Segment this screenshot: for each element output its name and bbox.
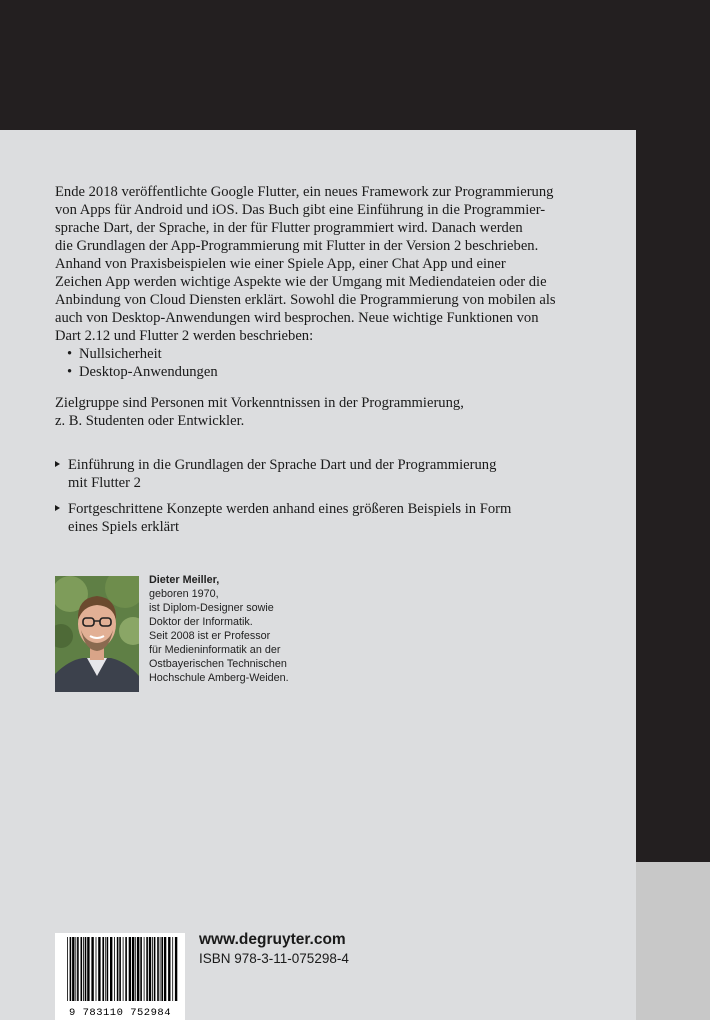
highlights-list [55, 456, 615, 544]
author-bio [149, 573, 349, 685]
isbn-barcode [55, 933, 185, 1020]
barcode-bar [146, 937, 148, 1001]
audience-line: z. B. Studenten oder Entwickler. [55, 413, 245, 429]
barcode-bar [96, 937, 97, 1001]
bio-line: Doktor der Informatik. [149, 616, 253, 628]
barcode-bar [102, 937, 104, 1001]
barcode-bar [75, 937, 76, 1001]
barcode-bar [83, 937, 84, 1001]
barcode-bar [125, 937, 127, 1001]
barcode-bar [157, 937, 159, 1001]
barcode-bar [72, 937, 74, 1001]
barcode-bar [81, 937, 83, 1001]
barcode-bar [77, 937, 79, 1001]
bio-line: Seit 2008 ist er Professor [149, 630, 271, 642]
triangle-bullet-icon [55, 461, 60, 467]
highlight-line: mit Flutter 2 [68, 475, 141, 491]
barcode-bar [67, 937, 68, 1001]
barcode-bar [87, 937, 89, 1001]
author-name: Dieter Meiller, [149, 574, 220, 586]
bullet-icon: • [67, 364, 73, 380]
bio-line: ist Diplom-Designer sowie [149, 602, 274, 614]
audience-paragraph [55, 394, 615, 430]
triangle-bullet-icon [55, 505, 60, 511]
barcode-bar [149, 937, 151, 1001]
list-item [55, 456, 615, 492]
barcode-digits: 9 783110 752984 [68, 1007, 171, 1019]
list-item [67, 363, 615, 381]
barcode-bar [132, 937, 134, 1001]
description-line: auch von Desktop-Anwendungen wird besprochen. Neue wichtige Funktionen von [55, 310, 539, 326]
barcode-bar [152, 937, 153, 1001]
list-item [55, 500, 615, 536]
bullet-icon: • [67, 346, 73, 362]
barcode-bar [161, 937, 163, 1001]
description-line: sprache Dart, der Sprache, in der für Flutter programmiert wird. Danach werden [55, 220, 523, 236]
bio-line: geboren 1970, [149, 588, 219, 600]
barcode-bars-icon [55, 933, 185, 1005]
list-item [67, 345, 615, 363]
barcode-bar [70, 937, 72, 1001]
highlight-line: eines Spiels erklärt [68, 519, 180, 535]
barcode-bar [164, 937, 166, 1001]
barcode-bar [137, 937, 139, 1001]
audience-line: Zielgruppe sind Personen mit Vorkenntnissen in der Programmierung, [55, 395, 464, 411]
bullet-text: Desktop-Anwendungen [79, 364, 218, 380]
description-line: Anbindung von Cloud Diensten erklärt. Sowohl die Programmierung von mobilen als [55, 292, 556, 308]
barcode-bar [98, 937, 100, 1001]
barcode-bar [119, 937, 121, 1001]
description-line: Anhand von Praxisbeispielen wie einer Spiele App, einer Chat App und einer [55, 256, 506, 272]
author-portrait-image [55, 576, 139, 692]
publisher-website: www.degruyter.com [199, 931, 346, 948]
highlight-line: Einführung in die Grundlagen der Sprache Dart und der Programmierung [68, 457, 497, 473]
barcode-bar [154, 937, 156, 1001]
barcode-bar [160, 937, 161, 1001]
barcode-bar [114, 937, 115, 1001]
description-line: die Grundlagen der App-Programmierung mit Flutter in der Version 2 beschrieben. [55, 238, 539, 254]
barcode-bar [117, 937, 119, 1001]
highlight-line: Fortgeschrittene Konzepte werden anhand eines größeren Beispiels in Form [68, 501, 512, 517]
bio-line: Ostbayerischen Technischen [149, 658, 287, 670]
isbn-number: ISBN 978-3-11-075298-4 [199, 951, 349, 966]
bio-line: für Medieninformatik an der [149, 644, 281, 656]
barcode-bar [85, 937, 87, 1001]
barcode-bar [144, 937, 145, 1001]
author-photo [55, 576, 139, 692]
back-cover [0, 130, 636, 1020]
barcode-bar [172, 937, 173, 1001]
new-features-list [55, 345, 615, 381]
barcode-bar [129, 937, 131, 1001]
bio-line: Hochschule Amberg-Weiden. [149, 672, 289, 684]
barcode-bar [107, 937, 109, 1001]
description-line: von Apps für Android und iOS. Das Buch gibt eine Einführung in die Programmier- [55, 202, 546, 218]
background-strip [636, 862, 710, 1020]
barcode-bar [175, 937, 177, 1001]
barcode-bar [105, 937, 106, 1001]
description-line: Dart 2.12 und Flutter 2 werden beschrieben: [55, 328, 314, 344]
bullet-text: Nullsicherheit [79, 346, 162, 362]
barcode-bar [123, 937, 124, 1001]
barcode-bar [168, 937, 170, 1001]
barcode-bar [135, 937, 136, 1001]
barcode-bar [110, 937, 112, 1001]
barcode-bar [91, 937, 93, 1001]
description-paragraph [55, 183, 615, 381]
barcode-bar [140, 937, 142, 1001]
description-line: Ende 2018 veröffentlichte Google Flutter, ein neues Framework zur Programmierung [55, 184, 554, 200]
description-line: Zeichen App werden wichtige Aspekte wie der Umgang mit Mediendateien oder die [55, 274, 547, 290]
